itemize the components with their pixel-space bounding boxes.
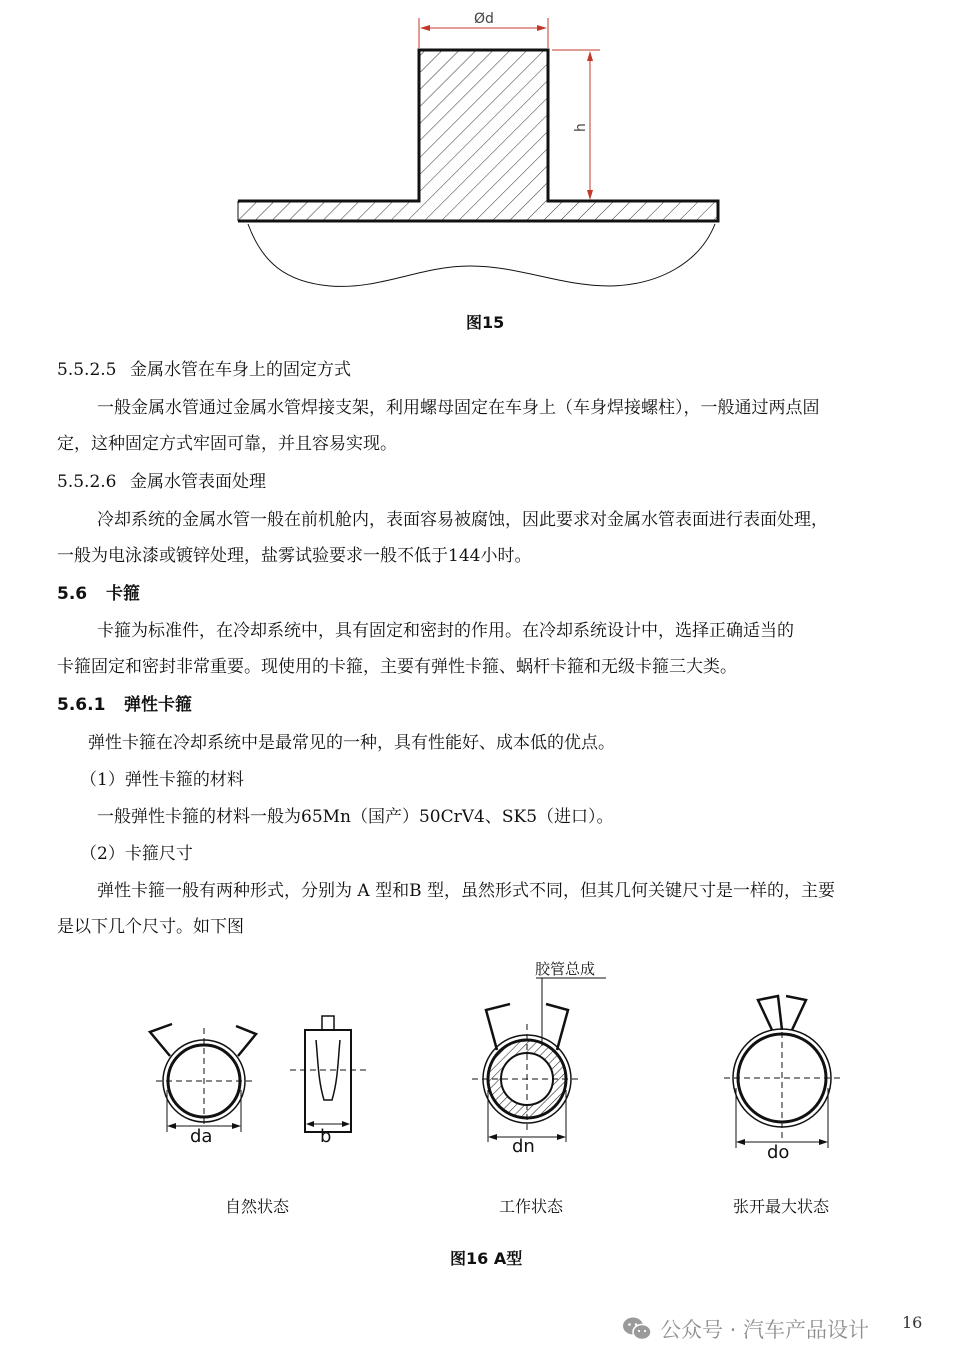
page-number: 16 [902,1313,923,1332]
section-number-5-5-2-5: 5.5.2.5 [57,360,117,380]
state-working-label: 工作状态 [499,1197,564,1216]
wechat-icon [622,1316,652,1342]
watermark [622,1312,869,1346]
paragraph-5-5-2-5-line2: 定，这种固定方式牢固可靠，并且容易实现。 [57,434,397,454]
post-section [419,50,548,201]
section-number-5-6-1: 5.6.1 [57,695,106,715]
state-natural-label: 自然状态 [225,1197,290,1216]
paragraph-dimensions-line2: 是以下几个尺寸。如下图 [57,917,244,937]
dim-da-label: da [190,1126,213,1147]
state-max-open-label: 张开最大状态 [733,1197,830,1216]
clamp-side-view [290,1016,366,1132]
dim-height-label: h [573,123,589,132]
section-number-5-6: 5.6 [57,584,88,604]
paragraph-5-5-2-6-line2: 一般为电泳漆或镀锌处理，盐雾试验要求一般不低于144小时。 [57,546,532,566]
section-title-5-6-1: 弹性卡箍 [124,695,192,715]
figure-16-drawing [0,950,962,1180]
base-plate-section [238,201,718,221]
watermark-text: 公众号 · 汽车产品设计 [660,1318,870,1342]
paragraph-dimensions-line1: 弹性卡箍一般有两种形式，分别为 A 型和B 型，虽然形式不同，但其几何关键尺寸是一样的，主要 [97,881,835,901]
section-title-5-6: 卡箍 [106,584,140,604]
section-title-5-5-2-6: 金属水管表面处理 [130,472,266,492]
clamp-max-open-state [724,996,840,1148]
figure-16-caption: 图16 A型 [450,1249,523,1268]
figure-15-caption: 图15 [466,313,505,332]
paragraph-5-5-2-5-line1: 一般金属水管通过金属水管焊接支架，利用螺母固定在车身上（车身焊接螺柱），一般通过两点固 [97,398,820,418]
section-title-5-5-2-5: 金属水管在车身上的固定方式 [130,360,351,380]
figure-15-drawing [0,0,962,300]
clamp-working-state [472,978,606,1142]
paragraph-5-6-1-intro: 弹性卡箍在冷却系统中是最常见的一种，具有性能好、成本低的优点。 [88,733,615,753]
dim-b-label: b [320,1126,332,1147]
section-number-5-5-2-6: 5.5.2.6 [57,472,117,492]
hose-assembly-label: 胶管总成 [535,960,596,978]
paragraph-5-5-2-6-line1: 冷却系统的金属水管一般在前机舱内，表面容易被腐蚀，因此要求对金属水管表面进行表面处理， [97,510,828,530]
paragraph-5-6-line1: 卡箍为标准件，在冷却系统中，具有固定和密封的作用。在冷却系统设计中，选择正确适当的 [97,621,794,641]
dim-dn-label: dn [512,1136,535,1157]
subheading-material: （1）弹性卡箍的材料 [80,770,244,790]
paragraph-material: 一般弹性卡箍的材料一般为65Mn（国产）50CrV4、SK5（进口）。 [97,807,614,827]
dim-diameter-label: Ød [474,11,494,27]
dim-do-label: do [767,1142,790,1163]
subheading-dimensions: （2）卡箍尺寸 [80,844,193,864]
break-line [248,224,715,286]
clamp-natural-state [150,1024,256,1132]
paragraph-5-6-line2: 卡箍固定和密封非常重要。现使用的卡箍，主要有弹性卡箍、蜗杆卡箍和无级卡箍三大类。 [57,657,737,677]
